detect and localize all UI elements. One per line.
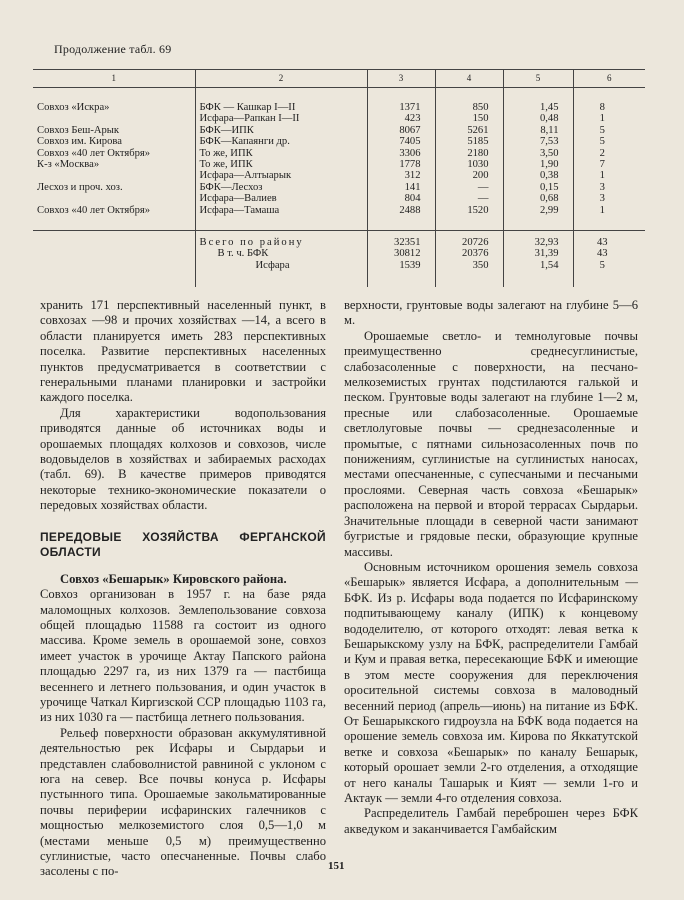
right-text-column bbox=[344, 298, 638, 837]
farm-cell bbox=[33, 170, 195, 181]
table-row bbox=[33, 182, 645, 193]
total-value: 32351 bbox=[367, 231, 435, 249]
value-cell: 8067 bbox=[367, 125, 435, 136]
value-cell: 312 bbox=[367, 170, 435, 181]
value-cell: 1,90 bbox=[503, 159, 573, 170]
column-header: 6 bbox=[573, 70, 645, 88]
value-cell: 8 bbox=[573, 102, 645, 113]
value-cell: 8,11 bbox=[503, 125, 573, 136]
source-cell: БФК — Кашкар I—II bbox=[195, 102, 367, 113]
value-cell: 804 bbox=[367, 193, 435, 204]
value-cell: 150 bbox=[435, 113, 503, 124]
value-cell: 2 bbox=[573, 148, 645, 159]
value-cell: 1,45 bbox=[503, 102, 573, 113]
value-cell: 200 bbox=[435, 170, 503, 181]
paragraph: хранить 171 перспективный населенный пункт, в совхозах —98 и прочих хозяйствах —14, а всего в области планируется иметь 283 перспективных поселка. Развитие перспективных населенных пунктов предусматривается в соответствии с генеральными планами планировки и застройки каждого поселка. bbox=[40, 298, 326, 405]
value-cell: — bbox=[435, 193, 503, 204]
source-cell: БФК—Капаянги др. bbox=[195, 136, 367, 147]
source-cell: Исфара—Валиев bbox=[195, 193, 367, 204]
farm-cell: Совхоз Беш-Арык bbox=[37, 124, 120, 136]
value-cell: 3306 bbox=[367, 148, 435, 159]
value-cell: 5 bbox=[573, 125, 645, 136]
value-cell: 141 bbox=[367, 182, 435, 193]
value-cell: 850 bbox=[435, 102, 503, 113]
source-cell: Исфара—Тамаша bbox=[195, 205, 367, 216]
total-value: 20376 bbox=[435, 248, 503, 259]
value-cell: 0,48 bbox=[503, 113, 573, 124]
source-cell: Исфара—Алтыарык bbox=[195, 170, 367, 181]
value-cell: 1778 bbox=[367, 159, 435, 170]
table-row bbox=[33, 125, 645, 136]
total-value: 32,93 bbox=[503, 231, 573, 249]
value-cell: 1520 bbox=[435, 205, 503, 216]
column-header: 4 bbox=[435, 70, 503, 88]
value-cell: 7,53 bbox=[503, 136, 573, 147]
total-value: 43 bbox=[573, 248, 645, 259]
paragraph: Рельеф поверхности образован аккумулятивной деятельностью рек Исфары и Сырдарьи и представлен слабоволнистой равниной с уклоном с юга на север. Все почвы конуса р. Исфары пустынного типа. Орошаемые закольматированные почвы периферии исфаринских галечников с мощностью мелкоземистого слоя 0,5—1,0 м (местами меньше 0,5 м) преимущественно суглинистые, часто опесчаненные. Почвы слабо засолены с по- bbox=[40, 725, 326, 879]
total-value: 1539 bbox=[367, 260, 435, 271]
total-row bbox=[33, 248, 645, 259]
farm-cell: Совхоз «40 лет Октября» bbox=[37, 147, 151, 159]
left-text-column bbox=[40, 298, 326, 880]
table-row bbox=[33, 170, 645, 181]
value-cell: 1030 bbox=[435, 159, 503, 170]
total-value: 5 bbox=[573, 260, 645, 271]
value-cell: 2488 bbox=[367, 205, 435, 216]
page-number: 151 bbox=[328, 860, 345, 872]
value-cell: 3 bbox=[573, 182, 645, 193]
value-cell: 423 bbox=[367, 113, 435, 124]
water-use-table bbox=[33, 69, 645, 287]
table-row bbox=[33, 113, 645, 124]
farm-cell bbox=[33, 113, 195, 124]
value-cell: 0,38 bbox=[503, 170, 573, 181]
value-cell: 2180 bbox=[435, 148, 503, 159]
total-label: Всего по району bbox=[195, 231, 367, 249]
value-cell: 0,15 bbox=[503, 182, 573, 193]
total-row bbox=[33, 231, 645, 249]
farm-cell: Совхоз «Искра» bbox=[37, 102, 110, 113]
paragraph: Совхоз организован в 1957 г. на базе ряда маломощных колхозов. Землепользование совхоза общей площадью 11588 га состоит из одного массива. Кроме земель в орошаемой зоне, совхоз имеет участок в урочище Актау Папского района площадью 2297 га, из них 1379 га — пастбища весеннего и летнего пользования, и один участок в урочище Чаткал Киргизской ССР площадью 1103 га, из них 1030 га — пастбища летнего пользования. bbox=[40, 587, 326, 725]
value-cell: 7 bbox=[573, 159, 645, 170]
table-caption: Продолжение табл. 69 bbox=[54, 42, 172, 56]
table-row bbox=[33, 193, 645, 204]
farm-cell bbox=[33, 193, 195, 204]
column-header: 1 bbox=[33, 70, 195, 88]
value-cell: 1371 bbox=[367, 102, 435, 113]
paragraph: Распределитель Гамбай переброшен через БФК акведуком и заканчивается Гамбайским bbox=[344, 806, 638, 836]
value-cell: 0,68 bbox=[503, 193, 573, 204]
value-cell: 3,50 bbox=[503, 148, 573, 159]
section-heading: ПЕРЕДОВЫЕ ХОЗЯЙСТВА ФЕРГАНСКОЙ ОБЛАСТИ bbox=[40, 529, 326, 559]
total-value: 30812 bbox=[367, 248, 435, 259]
paragraph: Орошаемые светло- и темнолуговые почвы преимущественно среднесуглинистые, слабозасоленные с поверхности, на песчано-мелкоземистых грунтах подстилаются галькой и песком. Грунтовые воды залегают на глубине 1—2 м, пресные или слабозасоленные. Орошаемые светлолуговые почвы — среднезасоленные и промытые, с пятнами сильнозасоленных почв по понижениям, суглинистые на суглинистых наносах, местами опесчаненные, с супесчаными и песчаными прослоями. Северная часть совхоза «Бешарык» расположена на первой и второй террасах Сырдарьи. Значительные площади в северной части занимают бугристые и грядовые пески, образующие крупные массивы. bbox=[344, 328, 638, 559]
farm-cell: Совхоз им. Кирова bbox=[37, 136, 122, 148]
source-cell: То же, ИПК bbox=[195, 159, 367, 170]
total-label: Исфара bbox=[195, 260, 367, 271]
table-row bbox=[33, 136, 645, 147]
value-cell: 7405 bbox=[367, 136, 435, 147]
source-cell: БФК—Лесхоз bbox=[195, 182, 367, 193]
total-label: В т. ч. БФК bbox=[195, 248, 367, 259]
value-cell: 5 bbox=[573, 136, 645, 147]
total-value: 350 bbox=[435, 260, 503, 271]
value-cell: 1 bbox=[573, 170, 645, 181]
value-cell: 3 bbox=[573, 193, 645, 204]
value-cell: 5261 bbox=[435, 125, 503, 136]
farm-title: Совхоз «Бешарык» Кировского района. bbox=[60, 571, 287, 586]
table-row bbox=[33, 102, 645, 113]
source-cell: Исфара—Рапкан I—II bbox=[195, 113, 367, 124]
source-cell: БФК—ИПК bbox=[195, 125, 367, 136]
table-header-row bbox=[33, 70, 645, 88]
table-row bbox=[33, 205, 645, 216]
total-value: 43 bbox=[573, 231, 645, 249]
farm-cell: Лесхоз и проч. хоз. bbox=[37, 181, 123, 193]
total-value: 20726 bbox=[435, 231, 503, 249]
farm-cell: К-з «Москва» bbox=[37, 159, 100, 171]
value-cell: — bbox=[435, 182, 503, 193]
farm-cell: Совхоз «40 лет Октября» bbox=[37, 204, 151, 216]
paragraph: Основным источником орошения земель совхоза «Бешарык» является Исфара, а дополнительным — БФК. Из р. Исфары вода подается по Исфаринскому подпитывающему каналу (ИПК) к концевому вододелителю, от которого отходят: левая ветка к Бешарыкскому узлу на БФК, распределители Гамбай и Кум и правая ветка, пересекающие БФК и имеющие в этом месте сооружения для переключения оросительной системы совхоза в маловодный весенний период (апрель—июнь) на питание из БФК. От Бешарыкского гидроузла на БФК вода подается на орошение земель совхоза им. Кирова по Яккатутской ветке и совхоза «Бешарык» по каналу Бешарык, который орошает земли 2-го отделения, а отходящие от него каналы Ташарык и Кият — земли 1-го и Актаук — земли 4-го отделения совхоза. bbox=[344, 559, 638, 805]
paragraph: Для характеристики водопользования приводятся данные об источниках воды и орошаемых площадях колхозов и совхозов, числе водовыделов в хозяйствах и забираемых расходах (табл. 69). В качестве примеров приводятся некоторые технико-экономические показатели о передовых хозяйствах области. bbox=[40, 405, 326, 513]
value-cell: 5185 bbox=[435, 136, 503, 147]
total-value: 1,54 bbox=[503, 260, 573, 271]
source-cell: То же, ИПК bbox=[195, 148, 367, 159]
value-cell: 1 bbox=[573, 205, 645, 216]
column-header: 2 bbox=[195, 70, 367, 88]
column-header: 3 bbox=[367, 70, 435, 88]
total-row bbox=[33, 260, 645, 271]
value-cell: 1 bbox=[573, 113, 645, 124]
value-cell: 2,99 bbox=[503, 205, 573, 216]
total-value: 31,39 bbox=[503, 248, 573, 259]
column-header: 5 bbox=[503, 70, 573, 88]
table-row bbox=[33, 148, 645, 159]
paragraph: верхности, грунтовые воды залегают на глубине 5—6 м. bbox=[344, 298, 638, 328]
table-row bbox=[33, 159, 645, 170]
